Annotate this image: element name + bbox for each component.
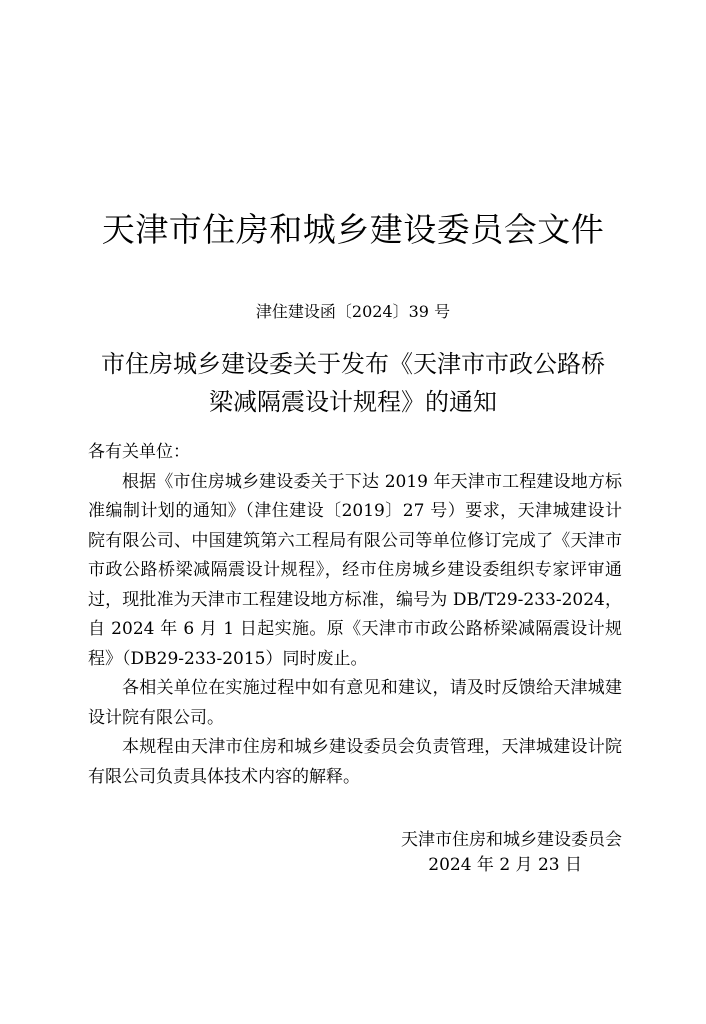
document-body xyxy=(88,438,622,792)
salutation: 各有关单位： xyxy=(88,442,190,462)
body-paragraph-2: 各相关单位在实施过程中如有意见和建议，请及时反馈给天津城建设计院有限公司。 xyxy=(88,678,622,728)
signature-date: 2024 年 2 月 23 日 xyxy=(428,855,582,875)
body-paragraph-3: 本规程由天津市住房和城乡建设委员会负责管理，天津城建设计院有限公司负责具体技术内容的解释。 xyxy=(88,737,622,787)
body-paragraph-1: 根据《市住房城乡建设委关于下达 2019 年天津市工程建设地方标准编制计划的通知》（津住建设〔2019〕27 号）要求，天津城建设计院有限公司、中国建筑第六工程局有限公司等单位修订完成了《天津市市政公路桥梁减隔震设计规程》，经市住房城乡建设委组织专家评审通过，现批准为天津市工程建设地方标准，编号为 DB/T29-233-2024，自 2024 年 6 月 1 日起实施。原《天津市市政公路桥梁减隔震设计规程》（DB29-233-2015）同时废止。 xyxy=(88,471,622,669)
signature-organization: 天津市住房和城乡建设委员会 xyxy=(401,830,622,850)
document-header: 天津市住房和城乡建设委员会文件 xyxy=(101,210,605,249)
document-title xyxy=(0,345,706,421)
document-title-line-2: 梁减隔震设计规程》的通知 xyxy=(209,388,497,416)
document-title-line-1: 市住房城乡建设委关于发布《天津市市政公路桥 xyxy=(101,350,605,378)
document-number: 津住建设函〔2024〕39 号 xyxy=(255,302,451,321)
